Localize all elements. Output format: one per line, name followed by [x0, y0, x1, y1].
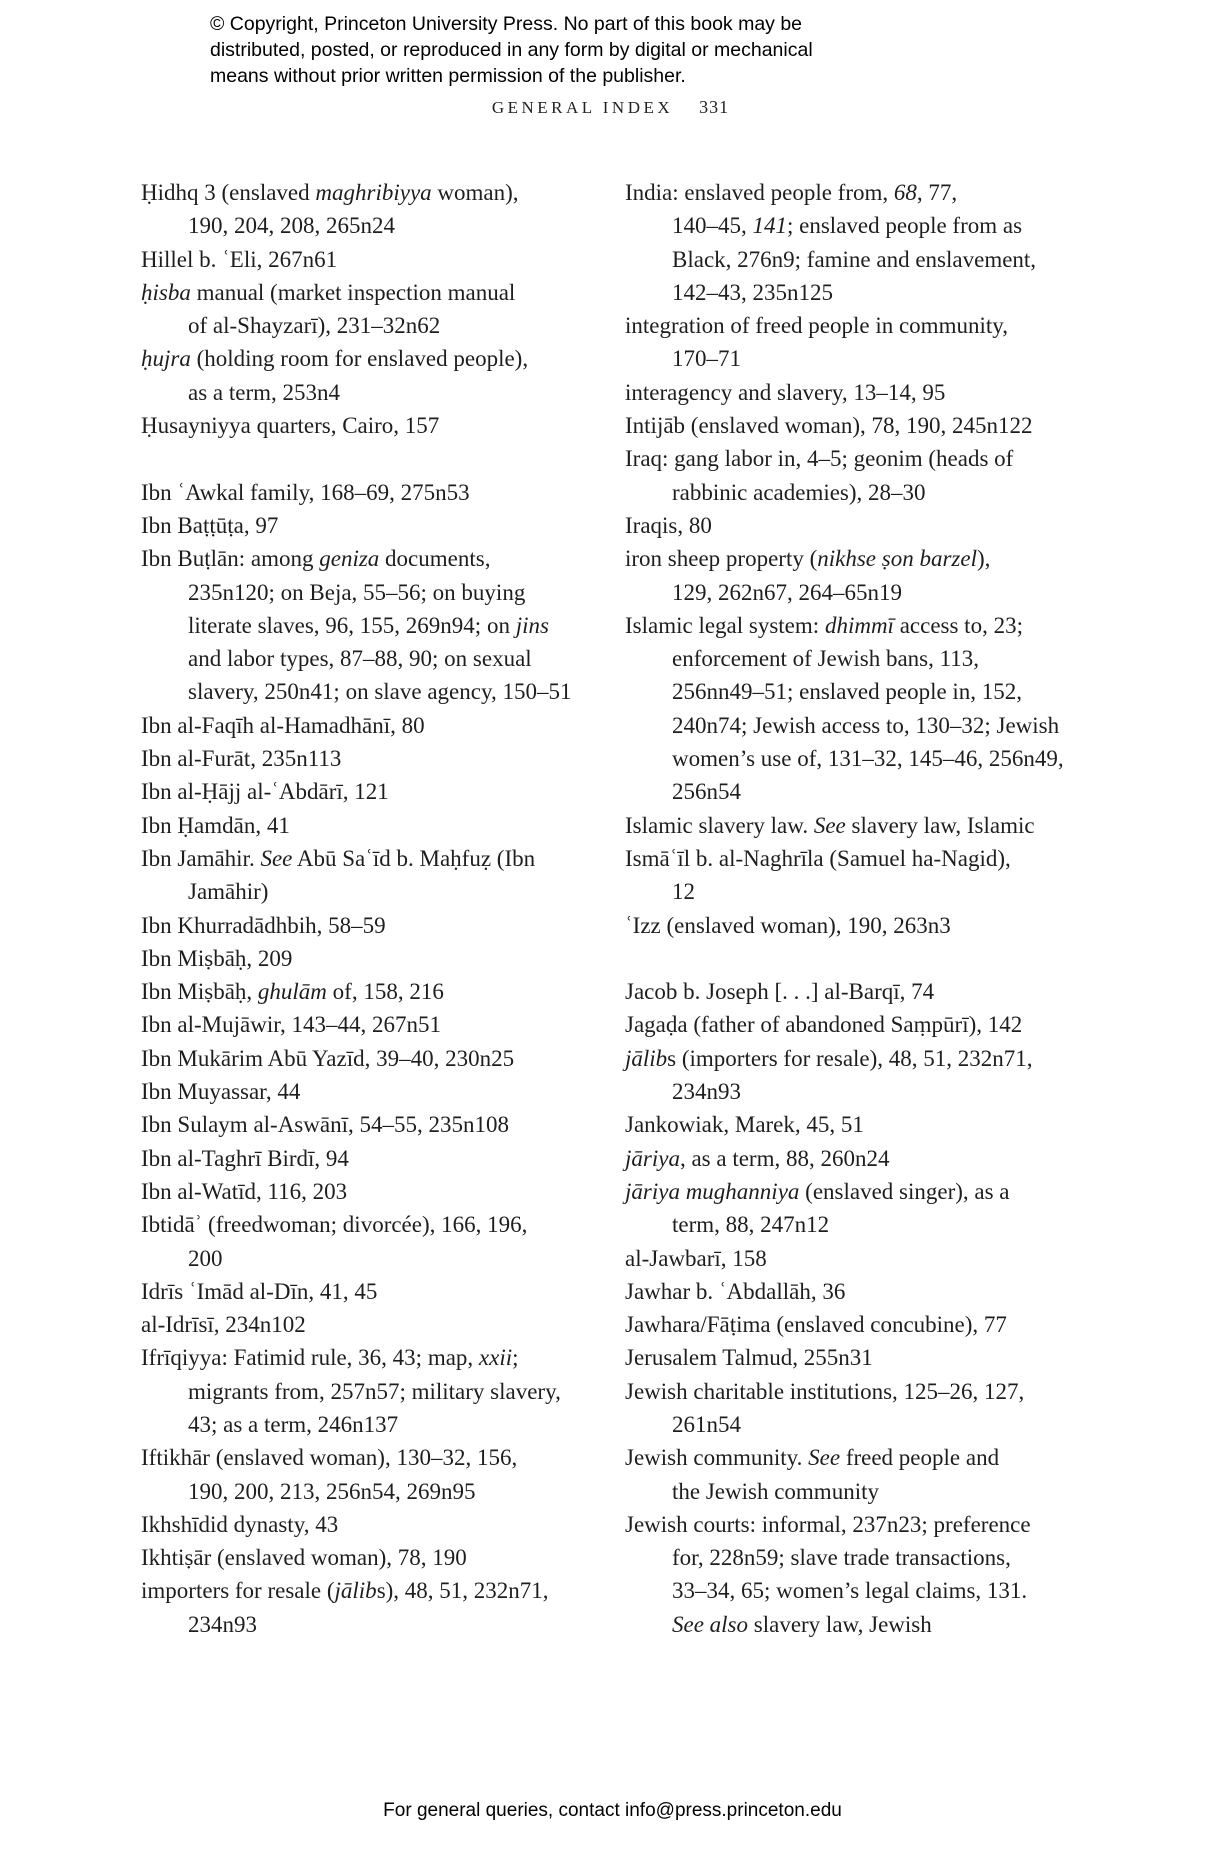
index-text: Ibn al-Taghrī Birdī, 94 [141, 1145, 349, 1171]
index-text: Ismāʿīl b. al-Naghrīla (Samuel ha-Nagid), [625, 845, 1011, 871]
index-line [625, 775, 1109, 808]
index-text: India: enslaved people from, [625, 180, 894, 205]
index-line [625, 742, 1109, 775]
index-text: slavery law, Jewish [748, 1611, 932, 1637]
index-line [625, 243, 1109, 276]
index-line [625, 609, 1109, 642]
index-line [141, 309, 625, 342]
index-text: Hillel b. ʿEli, 267n61 [141, 246, 338, 272]
index-text: Ibn Jamāhir. [141, 845, 261, 871]
index-line [141, 542, 625, 575]
index-text-italic: maghribiyya [315, 180, 432, 205]
index-text: and labor types, 87–88, 90; on sexual [188, 646, 532, 672]
index-text: Ibn Khurradādhbih, 58–59 [141, 912, 386, 938]
index-text-italic: nikhse ṣon barzel [817, 546, 977, 572]
index-text: al-Jawbarī, 158 [625, 1245, 767, 1271]
index-text: Ibn ʿAwkal family, 168–69, 275n53 [141, 479, 470, 505]
index-text: slavery, 250n41; on slave agency, 150–51 [188, 679, 572, 705]
index-text: , as a term, 88, 260n24 [679, 1145, 890, 1171]
index-line [141, 1075, 625, 1108]
index-line [625, 1574, 1109, 1607]
index-line [141, 209, 625, 242]
index-line [141, 1608, 625, 1641]
index-line [141, 975, 625, 1008]
index-line [625, 642, 1109, 675]
index-line [141, 342, 625, 375]
index-line [141, 1308, 625, 1341]
index-line [141, 1541, 625, 1574]
index-text-italic: ghulām [257, 979, 327, 1005]
index-line [141, 1275, 625, 1308]
index-text: Ibn Mukārim Abū Yazīd, 39–40, 230n25 [141, 1045, 515, 1071]
index-text: s (importers for resale), 48, 51, 232n71, [667, 1045, 1033, 1071]
index-line [625, 1275, 1109, 1308]
index-text: 33–34, 65; women’s legal claims, 131. [672, 1578, 1028, 1604]
index-text-italic: 68 [893, 180, 917, 205]
index-line [141, 276, 625, 309]
index-line [141, 675, 625, 708]
index-text-italic: See [813, 812, 846, 838]
index-line [625, 1208, 1109, 1241]
index-line [141, 609, 625, 642]
index-line [625, 1541, 1109, 1574]
index-line [625, 542, 1109, 575]
index-line [625, 342, 1109, 375]
index-line [625, 409, 1109, 442]
page-header [141, 97, 1080, 118]
index-line [625, 975, 1109, 1008]
index-line [141, 1142, 625, 1175]
index-text: Black, 276n9; famine and enslavement, [672, 246, 1037, 272]
index-text-italic: jāriya mughanniya [625, 1178, 800, 1204]
index-line [141, 409, 625, 442]
index-line [625, 1042, 1109, 1075]
index-text: Jagaḍa (father of abandoned Saṃpūrī), 142 [625, 1012, 1023, 1038]
index-text: Iraqis, 80 [625, 512, 712, 538]
index-line [625, 1075, 1109, 1108]
index-text: Iftikhār (enslaved woman), 130–32, 156, [141, 1445, 518, 1471]
index-line [625, 276, 1109, 309]
index-text: 240n74; Jewish access to, 130–32; Jewish [672, 712, 1060, 738]
index-text: Ibn Ḥamdān, 41 [141, 812, 290, 838]
index-blank-line [141, 442, 625, 475]
index-text: Jawhara/Fāṭima (enslaved concubine), 77 [625, 1312, 1007, 1338]
index-line [141, 1008, 625, 1041]
index-text: ), [976, 546, 991, 572]
index-line [625, 1475, 1109, 1508]
page-title: GENERAL INDEX [491, 98, 674, 117]
index-text-italic: jāriya [625, 1145, 680, 1171]
index-text: Jewish community. [625, 1445, 809, 1471]
index-text: Abū Saʿīd b. Maḥfuẓ (Ibn [292, 845, 536, 871]
index-line [625, 1608, 1109, 1641]
index-text-italic: ḥujra [141, 346, 191, 372]
index-text: 235n120; on Beja, 55–56; on buying [188, 579, 526, 605]
index-text: 129, 262n67, 264–65n19 [672, 579, 902, 605]
index-line [625, 1508, 1109, 1541]
index-text: 234n93 [672, 1079, 741, 1105]
index-text: Ibtidāʾ (freedwoman; divorcée), 166, 196, [141, 1212, 528, 1238]
index-text: Ḥidhq 3 (enslaved [141, 180, 316, 205]
index-text: Ikhshīdid dynasty, 43 [141, 1511, 339, 1537]
index-text: the Jewish community [672, 1478, 879, 1504]
index-text-italic: ḥisba [141, 279, 191, 305]
index-line [625, 709, 1109, 742]
index-text-italic: See [260, 845, 293, 871]
index-text-italic: geniza [319, 546, 380, 572]
index-line [141, 476, 625, 509]
index-line [141, 842, 625, 875]
index-text: Jewish courts: informal, 237n23; preference [625, 1511, 1031, 1537]
index-line [141, 742, 625, 775]
index-line [625, 509, 1109, 542]
index-text: documents, [379, 546, 491, 572]
index-text: 256nn49–51; enslaved people in, 152, [672, 679, 1023, 705]
index-line [625, 1142, 1109, 1175]
index-line [625, 1108, 1109, 1141]
index-line [625, 1008, 1109, 1041]
index-line [141, 909, 625, 942]
index-text: manual (market inspection manual [190, 279, 516, 305]
index-text: 256n54 [672, 779, 741, 805]
index-text: s), 48, 51, 232n71, [376, 1578, 549, 1604]
index-line [141, 1508, 625, 1541]
index-text: 200 [188, 1245, 223, 1271]
index-text: term, 88, 247n12 [672, 1212, 830, 1238]
index-text: Ikhtiṣār (enslaved woman), 78, 190 [141, 1545, 467, 1571]
index-line [141, 1475, 625, 1508]
index-text: Jacob b. Joseph [. . .] al-Barqī, 74 [625, 979, 935, 1005]
index-text: Ibn al-Faqīh al-Hamadhānī, 80 [141, 712, 425, 738]
index-line [141, 1341, 625, 1374]
index-text: Jamāhir) [188, 879, 269, 905]
index-line [625, 176, 1109, 209]
index-text: Ibn al-Ḥājj al-ʿAbdārī, 121 [141, 779, 389, 805]
index-line [141, 243, 625, 276]
index-line [141, 1408, 625, 1441]
footer-text: For general queries, contact info@press.princeton.edu [383, 1800, 842, 1821]
index-line [141, 1208, 625, 1241]
index-line [141, 875, 625, 908]
index-text: (enslaved singer), as a [799, 1178, 1010, 1204]
index-text-italic: jālib [625, 1045, 668, 1071]
index-text: al-Idrīsī, 234n102 [141, 1312, 306, 1338]
index-text: 234n93 [188, 1611, 257, 1637]
index-line [625, 209, 1109, 242]
index-line [141, 1375, 625, 1408]
index-line [141, 1175, 625, 1208]
index-text-italic: jins [515, 612, 549, 638]
index-text: Jewish charitable institutions, 125–26, 127, [625, 1378, 1025, 1404]
index-text-italic: See also [672, 1611, 749, 1637]
page-footer [0, 1800, 1225, 1822]
index-text: 43; as a term, 246n137 [188, 1411, 399, 1437]
index-text: Ibn al-Mujāwir, 143–44, 267n51 [141, 1012, 441, 1038]
index-text: 261n54 [672, 1411, 741, 1437]
index-line [141, 1108, 625, 1141]
index-column-right [625, 176, 1109, 1641]
index-line [141, 1574, 625, 1607]
index-text: women’s use of, 131–32, 145–46, 256n49, [672, 746, 1064, 772]
index-line [625, 476, 1109, 509]
index-text: rabbinic academies), 28–30 [672, 479, 926, 505]
index-text: Islamic legal system: [625, 612, 825, 638]
index-text: Ibn Sulaym al-Aswānī, 54–55, 235n108 [141, 1112, 509, 1138]
index-line [625, 909, 1109, 942]
index-text: enforcement of Jewish bans, 113, [672, 646, 980, 672]
index-text: as a term, 253n4 [188, 379, 341, 405]
index-text: Ibn Miṣbāḥ, 209 [141, 945, 293, 971]
index-line [141, 942, 625, 975]
index-text: (holding room for enslaved people), [190, 346, 529, 372]
index-text-italic: 141 [752, 213, 787, 239]
index-line [141, 709, 625, 742]
index-text: Jankowiak, Marek, 45, 51 [625, 1112, 864, 1138]
index-text-italic: xxii [478, 1345, 513, 1371]
index-text: Ibn al-Watīd, 116, 203 [141, 1178, 348, 1204]
index-text-italic: jālib [334, 1578, 377, 1604]
index-text: 142–43, 235n125 [672, 279, 833, 305]
index-line [141, 809, 625, 842]
index-line [141, 1441, 625, 1474]
copyright-line: distributed, posted, or reproduced in any form by digital or mechanical [210, 39, 813, 61]
index-text: 12 [672, 879, 695, 905]
index-text: Ḥusayniyya quarters, Cairo, 157 [141, 413, 440, 439]
index-text: iron sheep property ( [625, 546, 818, 572]
index-text: woman), [431, 180, 519, 205]
index-blank-line [625, 942, 1109, 975]
index-line [625, 1175, 1109, 1208]
index-text: freed people and [840, 1445, 1000, 1471]
index-line [625, 376, 1109, 409]
index-text: 140–45, [672, 213, 753, 239]
index-line [141, 1042, 625, 1075]
index-text: , 77, [916, 180, 958, 205]
copyright-notice [210, 11, 813, 89]
index-line [141, 642, 625, 675]
index-text: literate slaves, 96, 155, 269n94; on [188, 612, 516, 638]
index-line [625, 675, 1109, 708]
index-text: slavery law, Islamic [845, 812, 1035, 838]
index-line [625, 442, 1109, 475]
index-text: Ibn Miṣbāḥ, [141, 979, 258, 1005]
copyright-line: © Copyright, Princeton University Press. No part of this book may be [210, 13, 803, 35]
index-text: importers for resale ( [141, 1578, 335, 1604]
index-line [625, 1375, 1109, 1408]
index-line [625, 1308, 1109, 1341]
index-text: Ibn Muyassar, 44 [141, 1079, 301, 1105]
index-line [141, 576, 625, 609]
index-line [625, 1441, 1109, 1474]
index-line [141, 775, 625, 808]
index-text: Iraq: gang labor in, 4–5; geonim (heads of [625, 446, 1014, 472]
index-text: interagency and slavery, 13–14, 95 [625, 379, 946, 405]
index-text: Ibn al-Furāt, 235n113 [141, 746, 342, 772]
index-line [625, 309, 1109, 342]
copyright-line: means without prior written permission of the publisher. [210, 65, 686, 87]
index-columns [141, 176, 1109, 1641]
index-text: Ibn Buṭlān: among [141, 546, 320, 572]
index-text: integration of freed people in community, [625, 313, 1009, 339]
index-line [625, 1242, 1109, 1275]
index-line [141, 376, 625, 409]
index-text-italic: See [808, 1445, 841, 1471]
index-text: Ibn Baṭṭūṭa, 97 [141, 512, 279, 538]
index-text: access to, 23; [893, 612, 1023, 638]
index-text: 190, 200, 213, 256n54, 269n95 [188, 1478, 476, 1504]
index-text: for, 228n59; slave trade transactions, [672, 1545, 1011, 1571]
index-text: ʿIzz (enslaved woman), 190, 263n3 [625, 912, 951, 938]
index-text: ; enslaved people from as [787, 213, 1023, 239]
index-line [625, 875, 1109, 908]
index-line [141, 176, 625, 209]
index-text: Islamic slavery law. [625, 812, 814, 838]
index-text: Jawhar b. ʿAbdallāh, 36 [625, 1278, 846, 1304]
index-text: Jerusalem Talmud, 255n31 [625, 1345, 873, 1371]
index-text: Ifrīqiyya: Fatimid rule, 36, 43; map, [141, 1345, 479, 1371]
index-line [625, 809, 1109, 842]
index-text-italic: dhimmī [824, 612, 894, 638]
page-number: 331 [699, 97, 730, 117]
index-line [625, 1408, 1109, 1441]
index-line [625, 576, 1109, 609]
index-text: Intijāb (enslaved woman), 78, 190, 245n122 [625, 413, 1033, 439]
index-line [625, 842, 1109, 875]
index-text: Idrīs ʿImād al-Dīn, 41, 45 [141, 1278, 378, 1304]
index-line [141, 1242, 625, 1275]
index-line [141, 509, 625, 542]
index-text: migrants from, 257n57; military slavery, [188, 1378, 561, 1404]
index-text: ; [512, 1345, 519, 1371]
index-text: of, 158, 216 [326, 979, 444, 1005]
index-text: of al-Shayzarī), 231–32n62 [188, 313, 441, 339]
index-text: 190, 204, 208, 265n24 [188, 213, 395, 239]
index-text: 170–71 [672, 346, 741, 372]
index-column-left [141, 176, 625, 1641]
index-line [625, 1341, 1109, 1374]
